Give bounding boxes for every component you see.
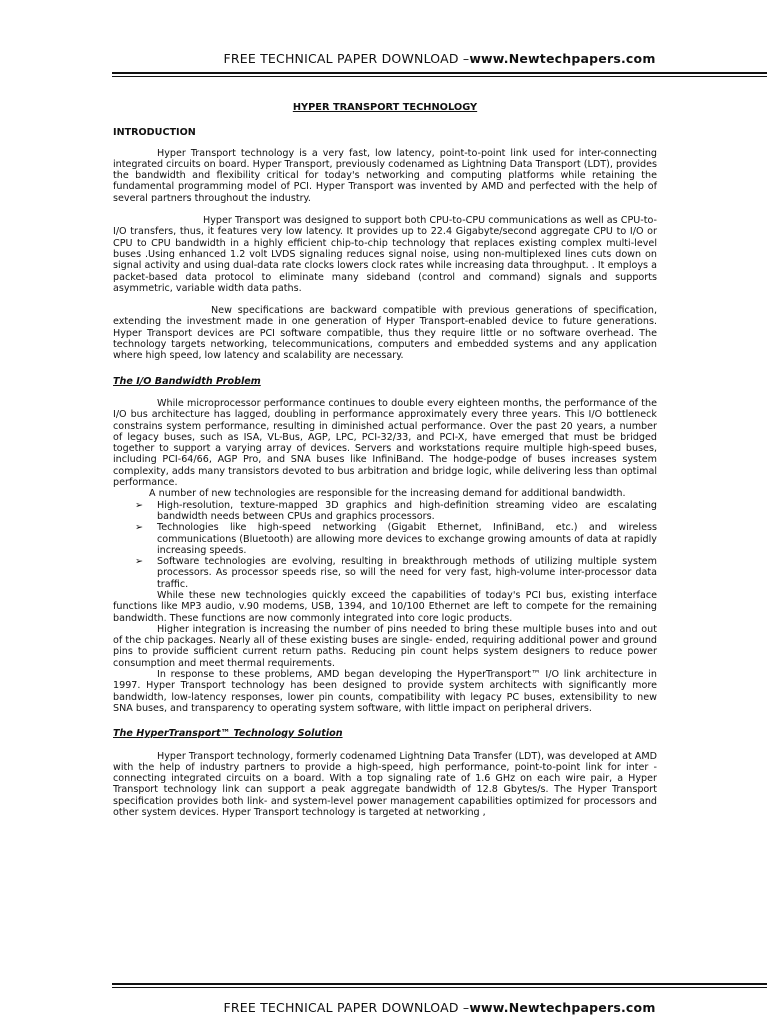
- intro-paragraph-3: New specifications are backward compatible with previous generations of specification, extending the investment made in one generation of Hyper Transport-enabled device to future generations. Hyper Transport devices are PCI software compatible, thus they require little or no software overhead. The technology targets networking, telecommunications, computers and embedded systems and any application where high speed, low latency and scalability are necessary.: [113, 305, 657, 362]
- header-site-link[interactable]: www.Newtechpapers.com: [469, 51, 656, 66]
- list-item: [113, 500, 657, 523]
- header-prefix: FREE TECHNICAL PAPER DOWNLOAD –: [223, 51, 470, 66]
- intro-heading: INTRODUCTION: [113, 127, 196, 139]
- io-paragraph-5: In response to these problems, AMD began developing the HyperTransport™ I/O link architecture in 1997. Hyper Transport technology has been designed to provide system architects with significantly more bandwidth, low-latency responses, lower pin counts, compatibility with legacy PC buses, extensibility to new SNA buses, and transparency to operating system software, with little impact on peripheral drivers.: [113, 669, 657, 714]
- ht-paragraph-1: Hyper Transport technology, formerly codenamed Lightning Data Transfer (LDT), was developed at AMD with the help of industry partners to provide a high-speed, high performance, point-to-point link for inter -connecting integrated circuits on a board. With a top signaling rate of 1.6 GHz on each wire pair, a Hyper Transport technology link can support a peak aggregate bandwidth of 12.8 Gbytes/s. The Hyper Transport specification provides both link- and system-level power management capabilities optimized for processors and other system devices. Hyper Transport technology is targeted at networking ,: [113, 750, 658, 819]
- list-item: [113, 522, 657, 556]
- footer-rule-thin: [112, 987, 767, 988]
- bullet-list: [113, 500, 657, 590]
- io-paragraph-4: Higher integration is increasing the number of pins needed to bring these multiple buses into and out of the chip packages. Nearly all of these existing buses are single- ended, requiring additional power and ground pins to provide sufficient current return paths. Reducing pin count helps system designers to reduce power consumption and meet thermal requirements.: [113, 623, 657, 669]
- io-paragraph-2: A number of new technologies are responsible for the increasing demand for additional bandwidth.: [149, 488, 626, 500]
- page-footer: [112, 1000, 767, 1015]
- arrow-bullet-icon: ➢: [135, 499, 144, 511]
- list-item-text: Technologies like high-speed networking (Gigabit Ethernet, InfiniBand, etc.) and wireless communications (Bluetooth) are allowing more devices to exchange growing amounts of data at rapidly increasing speeds.: [157, 522, 657, 556]
- intro-paragraph-2: Hyper Transport was designed to support both CPU-to-CPU communications as well as CPU-to-I/O transfers, thus, it features very low latency. It provides up to 22.4 Gigabyte/second aggregate CPU to I/O or CPU to CPU bandwidth in a highly efficient chip-to-chip technology that replaces existing complex multi-level buses .Using enhanced 1.2 volt LVDS signaling reduces signal noise, using non-multiplexed lines cuts down on signal activity and using dual-data rate clocks lowers clock rates while increasing data throughput. . It employs a packet-based data protocol to eliminate many sideband (control and command) signals and supports asymmetric, variable width data paths.: [113, 215, 657, 294]
- io-paragraph-3: While these new technologies quickly exceed the capabilities of today's PCI bus, existing interface functions like MP3 audio, v.90 modems, USB, 1394, and 10/100 Ethernet are left to compete for the remaining bandwidth. These functions are now commonly integrated into core logic products.: [113, 589, 657, 624]
- arrow-bullet-icon: ➢: [135, 522, 144, 534]
- section-heading-io-bandwidth: The I/O Bandwidth Problem: [113, 375, 261, 387]
- document-body: [113, 96, 657, 818]
- list-item: [113, 556, 657, 590]
- footer-site-link[interactable]: www.Newtechpapers.com: [469, 1000, 656, 1015]
- io-paragraph-1: While microprocessor performance continues to double every eighteen months, the performance of the I/O bus architecture has lagged, doubling in performance approximately every three years. This I/O bottleneck constrains system performance, resulting in diminished actual performance. Over the past 20 years, a number of legacy buses, such as ISA, VL-Bus, AGP, LPC, PCI-32/33, and PCI-X, have emerged that must be bridged together to support a varying array of devices. Servers and workstations require multiple high-speed buses, including PCI-64/66, AGP Pro, and SNA buses like InfiniBand. The hodge-podge of buses increases system complexity, adds many transistors devoted to bus arbitration and bridge logic, while delivering less than optimal performance.: [113, 397, 657, 489]
- arrow-bullet-icon: ➢: [135, 556, 144, 568]
- footer-prefix: FREE TECHNICAL PAPER DOWNLOAD –: [223, 1000, 470, 1015]
- list-item-text: Software technologies are evolving, resulting in breakthrough methods of utilizing multiple system processors. As processor speeds rise, so will the need for very fast, high-volume inter-processor data traffic.: [157, 556, 657, 590]
- footer-rule: [112, 983, 767, 985]
- section-heading-ht-solution: The HyperTransport™ Technology Solution: [113, 728, 343, 740]
- intro-paragraph-1: Hyper Transport technology is a very fast, low latency, point-to-point link used for inter-connecting integrated circuits on board. Hyper Transport, previously codenamed as Lightning Data Transport (LDT), provides the bandwidth and flexibility critical for today's networking and computing platforms while retaining the fundamental programming model of PCI. Hyper Transport was invented by AMD and perfected with the help of several partners throughout the industry.: [113, 147, 657, 204]
- header-rule-thin: [112, 76, 767, 77]
- list-item-text: High-resolution, texture-mapped 3D graphics and high-definition streaming video are escalating bandwidth needs between CPUs and graphics processors.: [157, 499, 657, 522]
- page-header: [112, 51, 767, 66]
- document-title: HYPER TRANSPORT TECHNOLOGY: [292, 102, 478, 113]
- header-rule: [112, 72, 767, 74]
